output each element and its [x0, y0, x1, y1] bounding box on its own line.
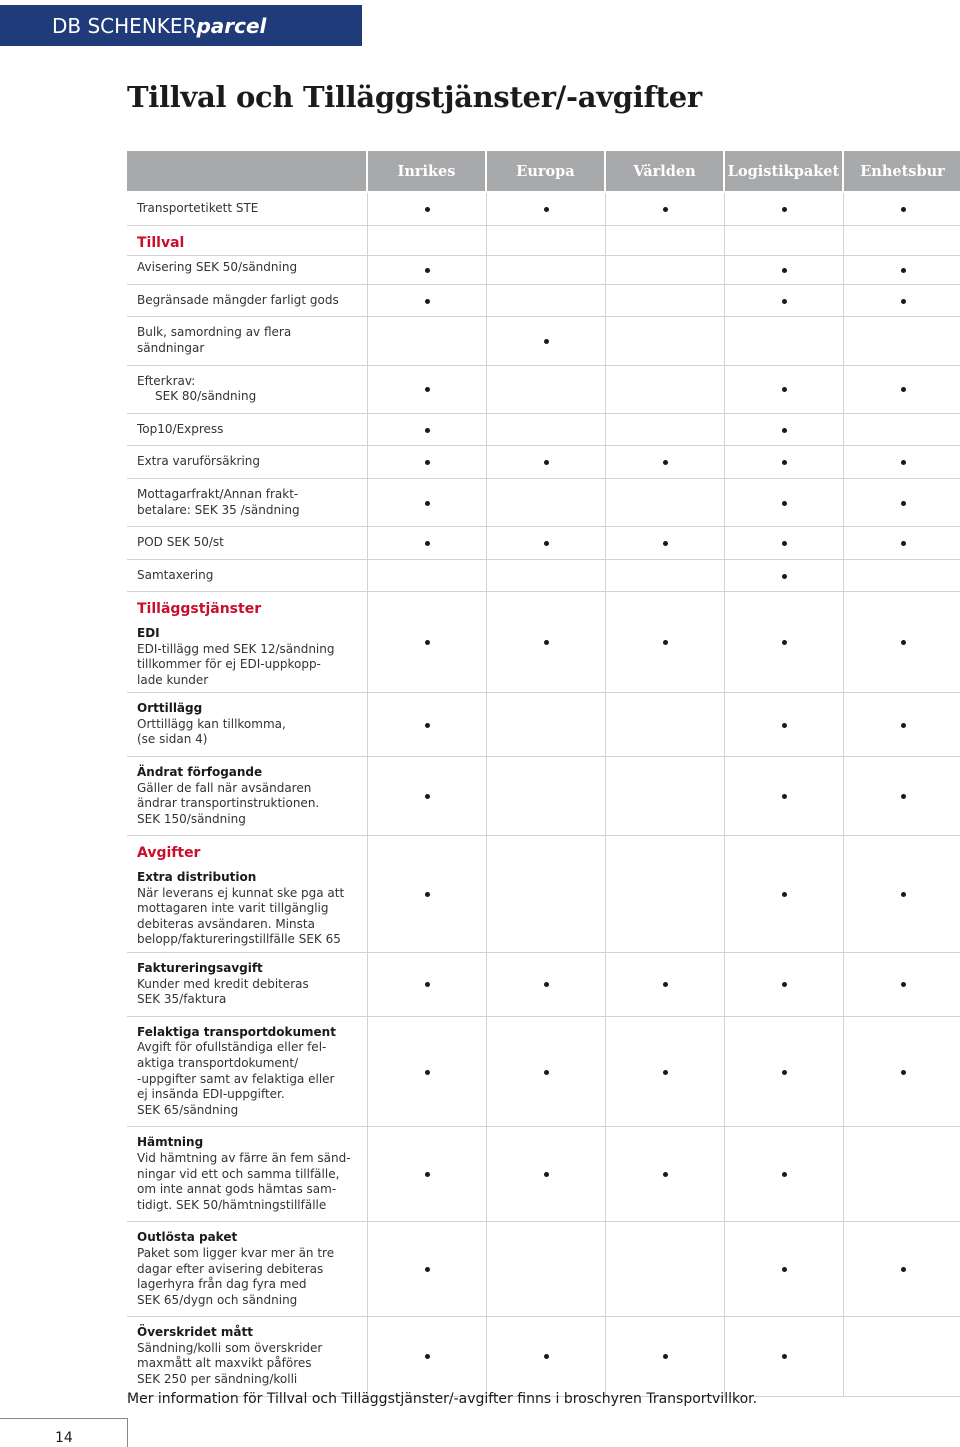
- row-text-line: Gäller de fall när avsändaren: [137, 780, 312, 795]
- column-divider: [486, 560, 487, 592]
- row-text-line: Kunder med kredit debiteras: [137, 976, 309, 991]
- row-label: [127, 953, 366, 1016]
- row-text-line: Orttillägg kan tillkomma,: [137, 716, 286, 731]
- column-divider: [843, 479, 844, 526]
- column-divider: [367, 693, 368, 756]
- row-text-line: dagar efter avisering debiteras: [137, 1261, 324, 1276]
- column-divider: [486, 1017, 487, 1127]
- availability-dot: [425, 268, 430, 273]
- availability-dot: [544, 1172, 549, 1177]
- availability-dot: [663, 207, 668, 212]
- row-subtitle: Felaktiga transportdokument: [137, 1024, 336, 1039]
- column-divider: [605, 226, 606, 256]
- row-text-line: SEK 35/faktura: [137, 992, 227, 1007]
- row-text-line: Extra varuförsäkring: [137, 454, 261, 469]
- column-divider: [724, 560, 725, 592]
- column-divider: [605, 317, 606, 364]
- column-divider: [605, 1222, 606, 1316]
- availability-dot: [425, 1070, 430, 1075]
- availability-dot: [782, 1267, 787, 1272]
- row-text-line: lade kunder: [137, 672, 209, 687]
- column-divider: [724, 1017, 725, 1127]
- availability-dot: [782, 268, 787, 273]
- row-text-line: POD SEK 50/st: [137, 535, 224, 550]
- row-label: [127, 1127, 366, 1221]
- column-divider: [605, 414, 606, 446]
- column-divider: [367, 446, 368, 478]
- column-divider: [486, 1317, 487, 1395]
- availability-dot: [663, 1172, 668, 1177]
- availability-dot: [425, 428, 430, 433]
- availability-dot: [901, 207, 906, 212]
- column-divider: [724, 1317, 725, 1395]
- row-text-line: SEK 65/dygn och sändning: [137, 1292, 298, 1307]
- availability-dot: [782, 207, 787, 212]
- row-text-line: Bulk, samordning av flera sändningar: [137, 325, 292, 355]
- row-text-line: När leverans ej kunnat ske pga att: [137, 885, 345, 900]
- column-divider: [724, 757, 725, 835]
- column-divider: [605, 1127, 606, 1221]
- table-row: [127, 1017, 960, 1128]
- column-divider: [843, 1222, 844, 1316]
- table-row: [127, 1127, 960, 1222]
- row-label: [127, 317, 366, 364]
- column-divider: [605, 836, 606, 952]
- row-text-line: -uppgifter samt av felaktiga eller: [137, 1071, 335, 1086]
- column-divider: [367, 592, 368, 692]
- row-text-line: SEK 250 per sändning/kolli: [137, 1372, 298, 1387]
- section-title: Tillval: [137, 234, 185, 251]
- column-divider: [605, 446, 606, 478]
- row-label: [127, 446, 366, 478]
- table-row: [127, 836, 960, 953]
- column-divider: [367, 193, 368, 225]
- row-text-line: Avgift för ofullständiga eller fel-: [137, 1040, 327, 1055]
- column-divider: [724, 693, 725, 756]
- column-divider: [724, 592, 725, 692]
- availability-dot: [901, 892, 906, 897]
- column-divider: [367, 285, 368, 317]
- availability-dot: [544, 1354, 549, 1359]
- column-divider: [486, 414, 487, 446]
- availability-dot: [782, 428, 787, 433]
- column-divider: [367, 414, 368, 446]
- table-row: [127, 193, 960, 226]
- column-divider: [367, 1127, 368, 1221]
- table-row: [127, 1222, 960, 1317]
- availability-dot: [663, 541, 668, 546]
- availability-dot: [782, 541, 787, 546]
- column-divider: [367, 1317, 368, 1395]
- table-header: [127, 151, 960, 191]
- table-row: [127, 693, 960, 757]
- column-divider: [486, 527, 487, 559]
- availability-dot: [782, 460, 787, 465]
- availability-dot: [901, 640, 906, 645]
- row-label: [127, 366, 366, 413]
- availability-dot: [544, 640, 549, 645]
- row-text-line: Vid hämtning av färre än fem sänd-: [137, 1150, 351, 1165]
- column-divider: [843, 836, 844, 952]
- column-header-logistikpaket: Logistikpaket: [725, 151, 842, 191]
- row-text-line: lagerhyra från dag fyra med: [137, 1277, 307, 1292]
- availability-dot: [782, 640, 787, 645]
- row-text-line: (se sidan 4): [137, 732, 208, 747]
- column-divider: [605, 285, 606, 317]
- row-text-line-indented: SEK 80/sändning: [155, 389, 257, 404]
- availability-dot: [544, 339, 549, 344]
- availability-dot: [782, 299, 787, 304]
- table-row: [127, 446, 960, 479]
- footer-note: Mer information för Tillval och Tilläggstjänster/-avgifter finns i broschyren Transportvillkor.: [127, 1391, 758, 1407]
- column-divider: [367, 479, 368, 526]
- column-divider: [367, 953, 368, 1016]
- services-table: [127, 193, 960, 1397]
- footer-rule-horizontal: [0, 1418, 127, 1419]
- availability-dot: [425, 794, 430, 799]
- row-text-line: maxmått alt maxvikt påföres: [137, 1356, 312, 1371]
- column-divider: [843, 366, 844, 413]
- availability-dot: [544, 207, 549, 212]
- column-divider: [486, 446, 487, 478]
- availability-dot: [901, 460, 906, 465]
- availability-dot: [425, 460, 430, 465]
- row-label: [127, 479, 366, 526]
- availability-dot: [901, 982, 906, 987]
- page-title: Tillval och Tilläggstjänster/-avgifter: [127, 80, 702, 114]
- column-divider: [486, 193, 487, 225]
- row-label: [127, 560, 366, 592]
- availability-dot: [425, 541, 430, 546]
- row-subtitle: Överskridet mått: [137, 1325, 253, 1340]
- column-divider: [486, 836, 487, 952]
- availability-dot: [544, 982, 549, 987]
- column-divider: [843, 226, 844, 256]
- column-divider: [486, 317, 487, 364]
- column-divider: [367, 256, 368, 284]
- row-text-line: ändrar transportinstruktionen.: [137, 796, 320, 811]
- availability-dot: [901, 387, 906, 392]
- row-text-line: Begränsade mängder farligt gods: [137, 292, 339, 307]
- column-divider: [724, 479, 725, 526]
- availability-dot: [901, 1267, 906, 1272]
- row-subtitle: Faktureringsavgift: [137, 961, 263, 975]
- availability-dot: [544, 460, 549, 465]
- table-row: [127, 226, 960, 257]
- table-row: [127, 1317, 960, 1396]
- row-text-line: Top10/Express: [137, 421, 224, 436]
- availability-dot: [663, 640, 668, 645]
- column-divider: [486, 1222, 487, 1316]
- column-divider: [605, 479, 606, 526]
- row-text-line: Sändning/kolli som överskrider: [137, 1340, 323, 1355]
- row-label: [127, 1017, 366, 1127]
- row-label: [127, 285, 366, 317]
- row-label: [127, 757, 366, 835]
- row-text-line: betalare: SEK 35 /sändning: [137, 502, 300, 517]
- row-text-line: Samtaxering: [137, 567, 214, 582]
- table-header-empty-cell: [127, 151, 366, 191]
- column-divider: [486, 479, 487, 526]
- availability-dot: [544, 541, 549, 546]
- row-text-line: Efterkrav:: [137, 373, 196, 388]
- column-divider: [605, 193, 606, 225]
- row-text-line: ningar vid ett och samma tillfälle,: [137, 1166, 340, 1181]
- column-divider: [843, 446, 844, 478]
- brand-suffix: parcel: [196, 13, 267, 38]
- column-divider: [605, 592, 606, 692]
- table-row: [127, 414, 960, 447]
- row-label: [127, 414, 366, 446]
- row-text-line: Transportetikett STE: [137, 201, 259, 215]
- row-label: [127, 527, 366, 559]
- column-divider: [843, 193, 844, 225]
- table-row: [127, 953, 960, 1017]
- availability-dot: [901, 723, 906, 728]
- column-divider: [605, 693, 606, 756]
- availability-dot: [782, 892, 787, 897]
- table-row: [127, 592, 960, 693]
- page-number: 14: [55, 1430, 73, 1446]
- section-title: Tilläggstjänster: [137, 601, 262, 618]
- column-divider: [367, 1222, 368, 1316]
- availability-dot: [901, 501, 906, 506]
- column-divider: [486, 757, 487, 835]
- availability-dot: [425, 723, 430, 728]
- row-text-line: SEK 65/sändning: [137, 1102, 239, 1117]
- availability-dot: [663, 1070, 668, 1075]
- row-subtitle: Hämtning: [137, 1135, 204, 1150]
- availability-dot: [425, 501, 430, 506]
- row-text-line: ej insända EDI-uppgifter.: [137, 1087, 285, 1102]
- brand-prefix: DB SCHENKER: [52, 13, 197, 38]
- column-divider: [724, 446, 725, 478]
- column-divider: [367, 527, 368, 559]
- row-text-line: aktiga transportdokument/: [137, 1055, 299, 1070]
- availability-dot: [782, 1354, 787, 1359]
- availability-dot: [782, 982, 787, 987]
- availability-dot: [425, 892, 430, 897]
- column-divider: [843, 953, 844, 1016]
- column-divider: [843, 592, 844, 692]
- row-label: [127, 256, 366, 284]
- column-divider: [486, 693, 487, 756]
- row-label: [127, 836, 366, 952]
- column-divider: [724, 1222, 725, 1316]
- column-divider: [843, 285, 844, 317]
- column-divider: [367, 317, 368, 364]
- row-text-line: EDI-tillägg med SEK 12/sändning: [137, 641, 335, 656]
- column-divider: [843, 527, 844, 559]
- column-divider: [724, 1127, 725, 1221]
- column-header-europa: Europa: [487, 151, 604, 191]
- column-divider: [724, 226, 725, 256]
- row-subtitle: Orttillägg: [137, 701, 203, 716]
- availability-dot: [901, 541, 906, 546]
- column-divider: [724, 414, 725, 446]
- availability-dot: [425, 1267, 430, 1272]
- row-subtitle: Outlösta paket: [137, 1230, 238, 1245]
- column-divider: [843, 757, 844, 835]
- table-row: [127, 285, 960, 318]
- table-row: [127, 317, 960, 365]
- availability-dot: [782, 1172, 787, 1177]
- column-divider: [605, 366, 606, 413]
- column-divider: [724, 527, 725, 559]
- column-divider: [605, 560, 606, 592]
- column-divider: [605, 953, 606, 1016]
- availability-dot: [901, 299, 906, 304]
- table-row: [127, 560, 960, 593]
- column-divider: [724, 285, 725, 317]
- column-header-enhetsbur: Enhetsbur: [844, 151, 960, 191]
- column-divider: [486, 592, 487, 692]
- row-subtitle: Extra distribution: [137, 870, 257, 885]
- row-text-line: debiteras avsändaren. Minsta: [137, 916, 315, 931]
- column-divider: [367, 836, 368, 952]
- availability-dot: [425, 1172, 430, 1177]
- column-divider: [367, 366, 368, 413]
- column-divider: [486, 226, 487, 256]
- column-divider: [843, 256, 844, 284]
- column-divider: [843, 693, 844, 756]
- availability-dot: [425, 640, 430, 645]
- table-row: [127, 479, 960, 527]
- column-divider: [605, 757, 606, 835]
- column-divider: [724, 193, 725, 225]
- availability-dot: [782, 574, 787, 579]
- row-label: [127, 693, 366, 756]
- availability-dot: [425, 1354, 430, 1359]
- column-divider: [724, 836, 725, 952]
- column-divider: [605, 256, 606, 284]
- column-divider: [367, 560, 368, 592]
- row-subtitle: EDI: [137, 625, 160, 640]
- availability-dot: [901, 1070, 906, 1075]
- row-label: [127, 193, 366, 225]
- row-text-line: Paket som ligger kvar mer än tre: [137, 1245, 335, 1260]
- availability-dot: [663, 460, 668, 465]
- availability-dot: [425, 207, 430, 212]
- column-header-inrikes: Inrikes: [368, 151, 485, 191]
- footer-rule-vertical: [127, 1418, 128, 1447]
- table-row: [127, 256, 960, 285]
- table-row: [127, 366, 960, 414]
- column-divider: [367, 757, 368, 835]
- availability-dot: [425, 982, 430, 987]
- row-text-line: Mottagarfrakt/Annan frakt-: [137, 486, 299, 501]
- availability-dot: [782, 387, 787, 392]
- availability-dot: [782, 794, 787, 799]
- column-divider: [843, 414, 844, 446]
- row-label: [127, 592, 366, 692]
- column-divider: [367, 226, 368, 256]
- column-divider: [843, 560, 844, 592]
- column-header-varlden: Världen: [606, 151, 723, 191]
- availability-dot: [663, 982, 668, 987]
- column-divider: [724, 256, 725, 284]
- table-row: [127, 757, 960, 836]
- availability-dot: [782, 723, 787, 728]
- column-divider: [724, 953, 725, 1016]
- row-label: [127, 226, 366, 256]
- row-text-line: Avisering SEK 50/sändning: [137, 260, 298, 275]
- column-divider: [486, 285, 487, 317]
- column-divider: [605, 1017, 606, 1127]
- column-divider: [486, 366, 487, 413]
- row-label: [127, 1317, 366, 1395]
- column-divider: [605, 1317, 606, 1395]
- availability-dot: [425, 387, 430, 392]
- table-row: [127, 527, 960, 560]
- brand-logo: [0, 5, 362, 46]
- row-text-line: om inte annat gods hämtas sam-: [137, 1182, 337, 1197]
- column-divider: [486, 1127, 487, 1221]
- row-text-line: mottagaren inte varit tillgänglig: [137, 901, 329, 916]
- row-subtitle: Ändrat förfogande: [137, 765, 263, 780]
- column-divider: [843, 1317, 844, 1395]
- section-title: Avgifter: [137, 845, 201, 862]
- column-divider: [843, 1017, 844, 1127]
- column-divider: [843, 317, 844, 364]
- availability-dot: [901, 268, 906, 273]
- row-label: [127, 1222, 366, 1316]
- availability-dot: [663, 1354, 668, 1359]
- row-text-line: tidigt. SEK 50/hämtningstillfälle: [137, 1197, 327, 1212]
- column-divider: [605, 527, 606, 559]
- row-text-line: belopp/faktureringstillfälle SEK 65: [137, 932, 341, 947]
- column-divider: [843, 1127, 844, 1221]
- column-divider: [724, 366, 725, 413]
- availability-dot: [544, 1070, 549, 1075]
- row-text-line: tillkommer för ej EDI-uppkopp-: [137, 657, 321, 672]
- column-divider: [486, 953, 487, 1016]
- column-divider: [486, 256, 487, 284]
- row-text-line: SEK 150/sändning: [137, 811, 246, 826]
- availability-dot: [901, 794, 906, 799]
- availability-dot: [782, 1070, 787, 1075]
- column-divider: [724, 317, 725, 364]
- availability-dot: [425, 299, 430, 304]
- column-divider: [367, 1017, 368, 1127]
- availability-dot: [782, 501, 787, 506]
